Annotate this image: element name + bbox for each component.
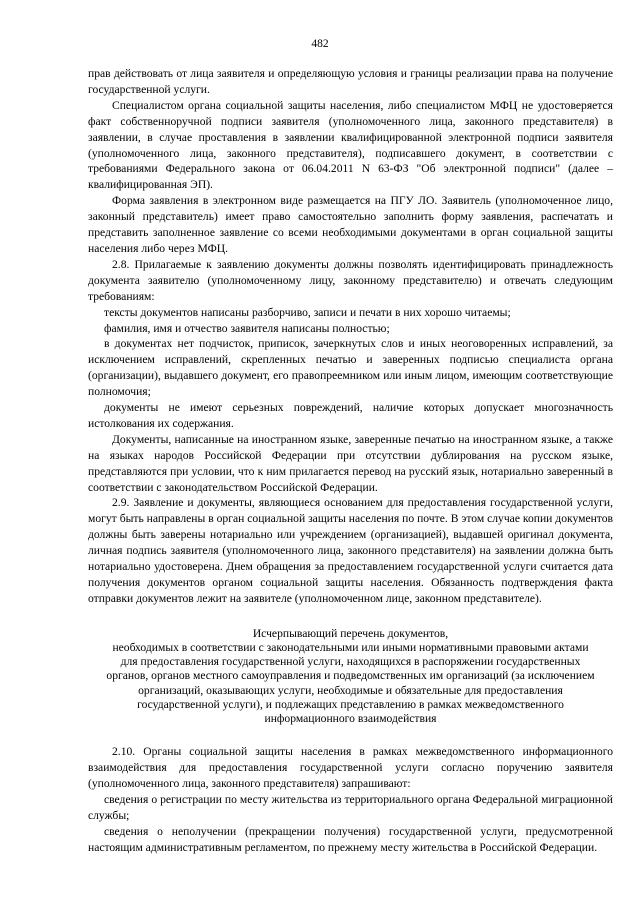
requirement-full-name: фамилия, имя и отчество заявителя написаны полностью; bbox=[104, 321, 390, 335]
requirement-no-corrections: в документах нет подчисток, приписок, зачеркнутых слов и иных неоговоренных исправлений, за исключением исправлений, скрепленных печатью и заверенных подписью специалиста органа (организации), выдавшего документ, его правопреемником или иным лицом, имеющим соответствующие полномочия; bbox=[88, 337, 613, 399]
requirement-no-damage: документы не имеют серьезных повреждений, наличие которых допускает многозначность истолкования их содержания. bbox=[88, 401, 613, 430]
paragraph-foreign-language: Документы, написанные на иностранном языке, заверенные печатью на иностранном языке, а также на языках народов Российской Федерации при отсутствии дублирования на русском языке, представляются при условии, что к ним прилагается перевод на русский язык, нотариально заверенный в соответствии с законодательством Российской Федерации. bbox=[88, 432, 613, 494]
request-non-receipt-info: сведения о неполучении (прекращении получения) государственной услуги, предусмотренной настоящим административным регламентом, по прежнему месту жительства в Российской Федерации. bbox=[88, 824, 613, 854]
section-heading-line: для предоставления государственной услуги, находящихся в распоряжении государственных bbox=[120, 655, 581, 669]
requirement-legible-texts: тексты документов написаны разборчиво, записи и печати в них хорошо читаемы; bbox=[104, 305, 511, 319]
paragraph-2-8-requirements: 2.8. Прилагаемые к заявлению документы должны позволять идентифицировать принадлежность документа заявителю (уполномоченному лицу, законному представителю) и отвечать следующим требованиям: bbox=[88, 257, 613, 303]
page-number: 482 bbox=[311, 38, 329, 50]
section-heading bbox=[88, 627, 613, 726]
paragraph-signature-verification: Специалистом органа социальной защиты населения, либо специалистом МФЦ не удостоверяется факт собственноручной подписи заявителя (уполномоченного лица, законного представителя) в заявлении, в случае проставления в заявлении квалифицированной электронной подписи заявителя (уполномоченного лица, законного представителя), подписавшего документ, в соответствии с требованиями Федерального закона от 06.04.2011 N 63-ФЗ "Об электронной подписи" (далее – квалифицированная ЭП). bbox=[88, 98, 613, 192]
paragraph-electronic-form: Форма заявления в электронном виде размещается на ПГУ ЛО. Заявитель (уполномоченное лицо, законный представитель) имеет право самостоятельно заполнить форму заявления, распечатать и представить заполненное заявление со всеми необходимыми документами в орган социальной защиты населения либо через МФЦ. bbox=[88, 194, 613, 255]
section-heading-line: органов, органов местного самоуправления и подведомственных им организаций (за исключением bbox=[106, 669, 595, 683]
request-registration-info: сведения о регистрации по месту жительства из территориального органа Федеральной миграционной службы; bbox=[88, 792, 613, 822]
paragraph-2-10-interagency: 2.10. Органы социальной защиты населения в рамках межведомственного информационного взаимодействия для предоставления государственной услуги согласно поручению заявителя (уполномоченного лица, законного представителя) запрашивают: bbox=[88, 745, 613, 791]
section-heading-line: организаций, оказывающих услуги, необходимые и обязательные для предоставления bbox=[138, 683, 563, 697]
section-heading-line: необходимых в соответствии с законодательными или иными нормативными правовыми актами bbox=[112, 641, 589, 655]
section-heading-line: государственной услуги), и подлежащих представлению в рамках межведомственного bbox=[137, 697, 564, 711]
section-heading-line: Исчерпывающий перечень документов, bbox=[252, 626, 449, 640]
paragraph-rights-continuation: прав действовать от лица заявителя и определяющую условия и границы реализации права на получение государственной услуги. bbox=[88, 67, 613, 96]
document-body bbox=[88, 66, 613, 856]
paragraph-2-9-postal: 2.9. Заявление и документы, являющиеся основанием для предоставления государственной услуги, могут быть направлены в орган социальной защиты населения по почте. В этом случае копии документов должны быть заверены нотариально или учреждением (организацией), выдавшей оригинал документа, личная подпись заявителя (уполномоченного лица, законного представителя) на заявлении должна быть нотариально удостоверена. Днем обращения за предоставлением государственной услуги считается дата получения документов органом социальной защиты населения. Обязанность подтверждения факта отправки документов лежит на заявителе (уполномоченном лице, законном представителе). bbox=[88, 496, 613, 605]
section-heading-line: информационного взаимодействия bbox=[264, 712, 437, 726]
